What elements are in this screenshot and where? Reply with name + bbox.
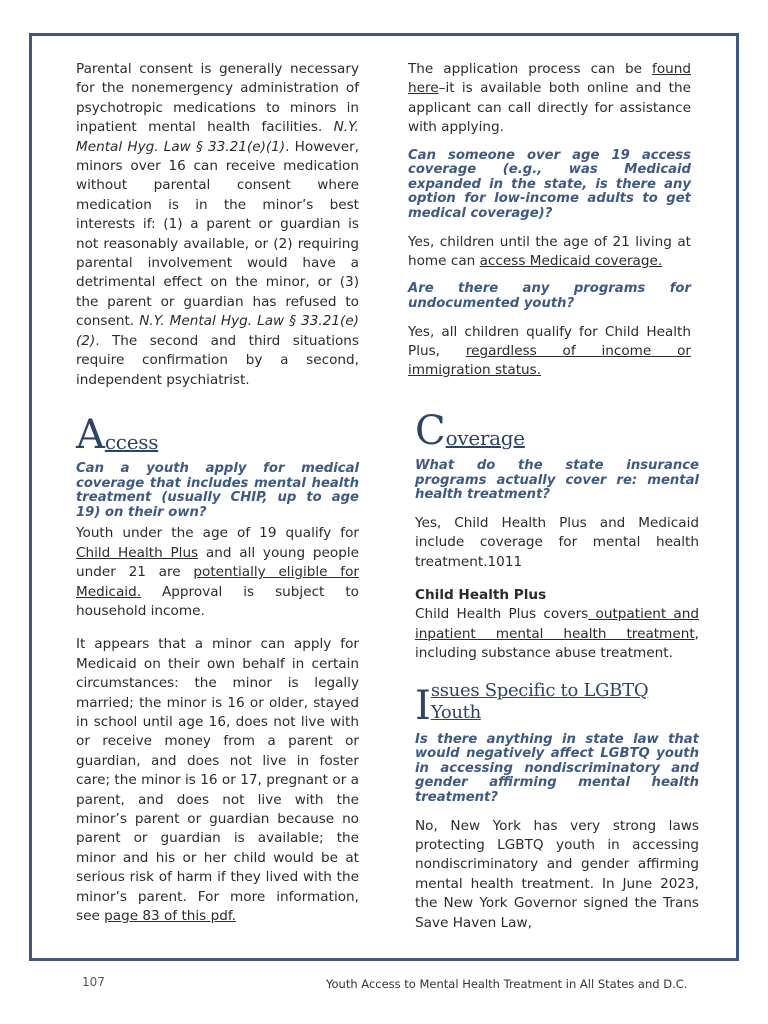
found-here-link[interactable]: found here bbox=[408, 61, 691, 97]
application-paragraph: The application process can be found here–it is available both online and the applicant can call directly for assistance with applying. bbox=[408, 61, 691, 136]
citation-33-21-e-2: N.Y. Mental Hyg. Law § 33.21(e)(2) bbox=[76, 313, 359, 349]
consent-paragraph: Parental consent is generally necessary for the nonemergency administration of psychotropic medications to minors in inpatient mental health facilities. N.Y. Mental Hyg. Law § 33.21(e)(1). However, minors over 16 can receive medication without parental consent where medication is in the minor’s best interests if: (1) a parent or guardian is not reasonably available, or (2) requiring parental involvement would have a detrimental effect on the minor, or (3) the parent or guardian has refused to consent. N.Y. Mental Hyg. Law § 33.21(e)(2). The second and third situations require confirmation by a second, independent psychiatrist. bbox=[76, 61, 360, 388]
chp-title: Child Health Plus bbox=[415, 587, 547, 603]
over-19-question: Can someone over age 19 access coverage (e.g., was Medicaid expanded in the state, is there any option for low-income adults to get medical coverage)? bbox=[408, 147, 691, 221]
footer-title: Youth Access to Mental Health Treatment in All States and D.C. bbox=[326, 977, 688, 991]
right-column-bottom bbox=[415, 408, 700, 933]
chp-paragraph: Child Health Plus covers outpatient and inpatient mental health treatment, including substance abuse treatment. bbox=[415, 606, 700, 662]
medicaid-eligibility-link[interactable]: potentially eligible for Medicaid. bbox=[76, 564, 359, 600]
undocumented-answer: Yes, all children qualify for Child Health Plus, regardless of income or immigration status. bbox=[408, 323, 691, 379]
lgbtq-question: Is there anything in state law that would negatively affect LGBTQ youth in accessing nondiscriminatory and gender affirming mental health treatment? bbox=[415, 731, 699, 805]
lgbtq-answer: No, New York has very strong laws protecting LGBTQ youth in accessing nondiscriminatory and gender affirming mental health treatment. In June 2023, the New York Governor signed the Trans Save Haven Law, bbox=[415, 817, 699, 931]
over-19-answer: Yes, children until the age of 21 living at home can access Medicaid coverage. bbox=[408, 233, 691, 269]
access-answer-paragraph: Youth under the age of 19 qualify for Child Health Plus and all young people under 21 are potentially eligible for Medicaid. Approval is subject to household income. bbox=[76, 525, 360, 619]
outpatient-inpatient-link[interactable]: outpatient and inpatient mental health treatment bbox=[415, 606, 700, 642]
page-number: 107 bbox=[82, 975, 105, 989]
coverage-question: What do the state insurance programs actually cover re: mental health treatment? bbox=[415, 458, 699, 503]
undocumented-question: Are there any programs for undocumented youth? bbox=[408, 281, 691, 311]
access-question: Can a youth apply for medical coverage that includes mental health treatment (usually CHIP, up to age 19) on their own? bbox=[76, 460, 359, 520]
left-column bbox=[76, 60, 359, 926]
child-health-plus-link[interactable]: Child Health Plus bbox=[76, 544, 199, 561]
right-column-top bbox=[408, 60, 691, 381]
page-83-pdf-link[interactable]: page 83 of this pdf. bbox=[104, 908, 236, 924]
access-medicaid-link[interactable]: access Medicaid coverage. bbox=[479, 253, 663, 269]
regardless-status-link[interactable]: regardless of income or immigration status. bbox=[408, 343, 691, 379]
minor-medicaid-paragraph: It appears that a minor can apply for Medicaid on their own behalf in certain circumstances: the minor is legally married; the minor is 16 or older, stayed in school until age 16, does not live with or receive money from a parent or guardian, and does not live in foster care; the minor is 16 or 17, pregnant or a parent, and does not live with the minor’s parent or guardian because no parent or guardian is available; the minor and his or her child would be at serious risk of harm if they lived with the minor’s parent. For more information, see page 83 of this pdf. bbox=[76, 636, 359, 924]
access-heading: A ccess bbox=[76, 411, 159, 458]
citation-33-21-e-1: N.Y. Mental Hyg. Law § 33.21(e)(1) bbox=[76, 119, 359, 155]
coverage-answer: Yes, Child Health Plus and Medicaid include coverage for mental health treatment.1011 bbox=[415, 514, 699, 570]
issues-heading: I ssues Specific to LGBTQ Youth bbox=[415, 679, 649, 729]
coverage-heading: C overage bbox=[415, 408, 525, 454]
